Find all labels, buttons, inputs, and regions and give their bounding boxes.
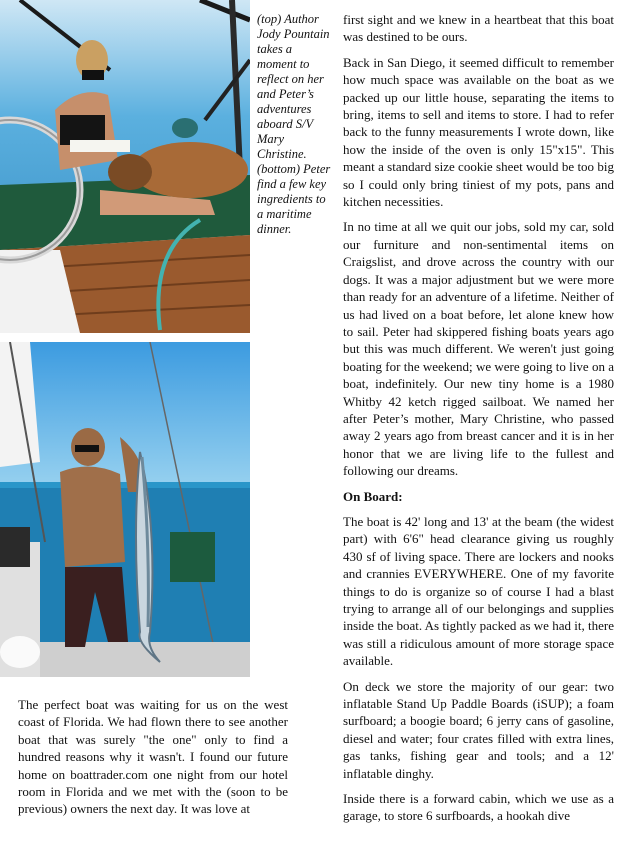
right-paragraph-5: On deck we store the majority of our gear: two inflatable Stand Up Paddle Boards (iSUP); a foam surfboard; a boogie board; 6 jerry cans of gasoline, diesel and water; four crates filled with extra lines, gas tanks, fishing gear and tools; and a 12' inflatable dinghy.: [343, 678, 614, 781]
right-column: [343, 11, 614, 833]
left-paragraph-1: The perfect boat was waiting for us on the west coast of Florida. We had flown there to see another boat that was surely "the one" only to find a hundred reasons why it wasn't. I found our future home on boattrader.com one night from our hotel room in Florida and we met with the (soon to be previous) owners the next day. It was love at: [18, 697, 288, 817]
heading-on-board: On Board:: [343, 488, 403, 504]
photo-caption: (top) Author Jody Pountain takes a moment to reflect on her and Peter’s adventures aboard S/V Mary Christine. (bottom) Peter find a few key ingredients to a maritime dinner.: [257, 12, 331, 236]
right-paragraph-1: first sight and we knew in a heartbeat that this boat was destined to be ours.: [343, 12, 614, 45]
photo-author-on-deck: [0, 0, 250, 333]
right-paragraph-2: Back in San Diego, it seemed difficult to remember how much space was available on the boat as we packed up our little house, separating the items to bring, items to sell and items to store. I had to refer back to the funny measurements I wrote down, like how the inside of the oven is only 15"x15". This meant a standard size cookie sheet would be too big so I could only bring tiniest of my pots, pans and kitchen necessities.: [343, 54, 614, 210]
right-paragraph-3: In no time at all we quit our jobs, sold my car, sold our furniture and non-sentimental items on Craigslist, and drove across the country with our dogs. It was a major adjustment but we were more than ready for an adventure of a lifetime. Neither of us had lived on a boat before, let alone knew how to sail. Peter had skippered fishing boats years ago but this was much different. We weren't just going boating for the weekend; we were going to live on a boat, indefinitely. Our new tiny home is a 1980 Whitby 42 ketch rigged sailboat. We named her after Peter’s mother, Mary Christine, who passed away 2 years ago from breast cancer and it is in her honor that we are living life to the fullest and following our dreams.: [343, 219, 614, 479]
right-paragraph-6: Inside there is a forward cabin, which we use as a garage, to store 6 surfboards, a hookah dive: [343, 791, 614, 824]
photo-man-holding-fish: [0, 342, 250, 677]
left-column: [18, 696, 288, 826]
right-paragraph-4: The boat is 42' long and 13' at the beam (the widest part) with 6'6" head clearance giving us roughly 430 sf of living space. There are lockers and nooks and crannies EVERYWHERE. One of my favorite things to do is organize so of course I had a blast trying to arrange all of our belongings and supplies inside the boat. As tightly packed as we had it, there was still a ridiculous amount of more storage space available.: [343, 513, 614, 669]
